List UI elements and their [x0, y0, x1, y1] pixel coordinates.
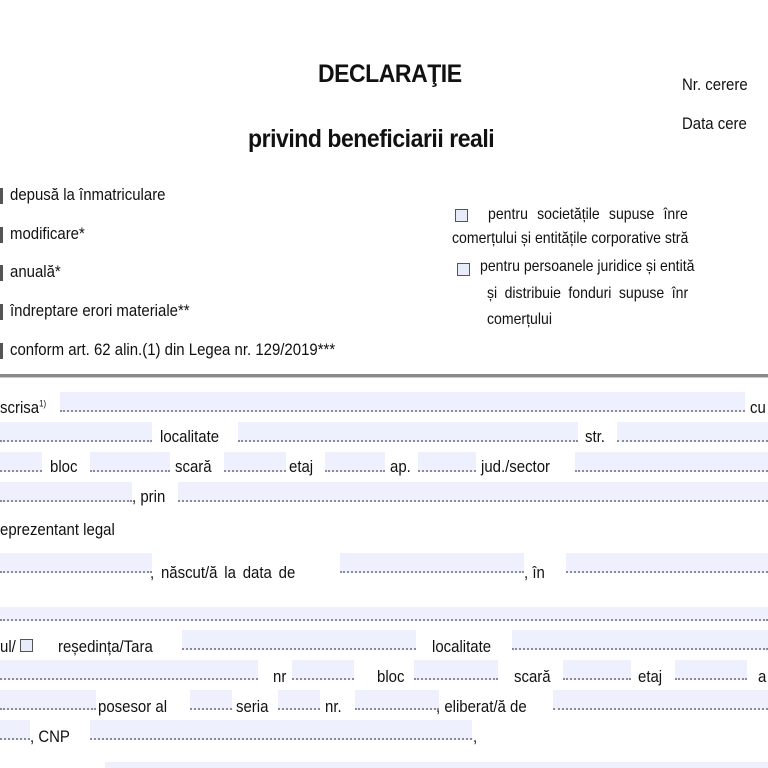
person-etaj-field[interactable]	[675, 660, 747, 680]
registered-label: scrisa$^{1)}$	[0, 398, 47, 417]
cnp-field[interactable]	[90, 720, 472, 740]
prin-label: , prin	[132, 487, 166, 506]
option-modificare-label: modificare*	[10, 224, 85, 243]
entity-option1-line1: pentru societățile supuse înre	[488, 206, 688, 223]
company-scara-field[interactable]	[224, 452, 286, 472]
cu-label: cu	[750, 398, 766, 417]
representative-name-field[interactable]	[178, 482, 768, 502]
request-date-label: Data cere	[682, 114, 747, 133]
residence-country-label: reședința/Tara	[58, 637, 153, 656]
entity-option1-line2: comerțului și entitățile corporative stră	[452, 230, 689, 247]
checkbox-anuala[interactable]	[0, 265, 3, 281]
bloc-label: bloc	[50, 457, 78, 476]
company-ap-field[interactable]	[418, 452, 476, 472]
person-bloc-field[interactable]	[414, 660, 498, 680]
section-divider	[0, 374, 768, 378]
born-label: , născut/ă la data de	[150, 563, 296, 582]
registration-number-field[interactable]	[0, 422, 152, 442]
cnp-label: , CNP	[30, 727, 70, 746]
entity-option2-line3: comerțului	[487, 311, 552, 328]
document-subtitle: privind beneficiarii reali	[248, 125, 495, 153]
id-series-field[interactable]	[278, 690, 320, 710]
domicile-prefix-label: ul/	[0, 637, 16, 656]
company-bloc-field[interactable]	[90, 452, 170, 472]
str-label: str.	[585, 427, 605, 446]
birth-place-continued-field[interactable]	[0, 607, 768, 621]
scara-label: scară	[175, 457, 212, 476]
checkbox-conform-art62[interactable]	[0, 343, 3, 359]
person-etaj-label: etaj	[638, 667, 663, 686]
person-nr-label: nr	[273, 667, 287, 686]
person-jud-field[interactable]	[0, 690, 96, 710]
etaj-label: etaj	[289, 457, 314, 476]
checkbox-depusa[interactable]	[0, 188, 3, 204]
person-scara-label: scară	[514, 667, 551, 686]
next-field[interactable]	[105, 762, 768, 768]
in-label: , în	[524, 563, 545, 582]
person-bloc-label: bloc	[377, 667, 405, 686]
option-indreptare-label: îndreptare erori materiale**	[10, 301, 190, 320]
ap-label: ap.	[390, 457, 411, 476]
person-nr-field[interactable]	[292, 660, 354, 680]
legal-representative-label: eprezentant legal	[0, 520, 115, 539]
checkbox-indreptare[interactable]	[0, 304, 3, 320]
cnp-end-comma: ,	[473, 727, 478, 746]
birth-date-field[interactable]	[340, 553, 524, 573]
option-depusa-label: depusă la înmatriculare	[10, 185, 166, 204]
option-anuala-label: anuală*	[10, 262, 61, 281]
issued-by-field[interactable]	[553, 690, 768, 710]
eliberat-label: , eliberat/ă de	[436, 697, 527, 716]
person-ap-label: a	[758, 667, 767, 686]
company-jud-sector-field[interactable]	[575, 452, 768, 472]
posesor-label: posesor al	[98, 697, 168, 716]
issue-date-field[interactable]	[0, 720, 30, 740]
id-nr-label: nr.	[325, 697, 342, 716]
entity-option2-line1: pentru persoanele juridice și entită	[480, 258, 695, 275]
company-nr-field[interactable]	[0, 452, 42, 472]
jud-sector-label: jud./sector	[481, 457, 551, 476]
checkbox-societati[interactable]	[455, 208, 468, 226]
localitate-label: localitate	[160, 427, 220, 446]
company-name-field[interactable]	[60, 392, 745, 412]
residence-country-field[interactable]	[182, 630, 416, 650]
person-localitate-field[interactable]	[512, 630, 768, 650]
person-scara-field[interactable]	[563, 660, 631, 680]
request-number-label: Nr. cerere	[682, 75, 748, 94]
person-street-field[interactable]	[0, 660, 258, 680]
checkbox-residence[interactable]	[20, 638, 33, 656]
checkbox-modificare[interactable]	[0, 227, 3, 243]
birth-place-field[interactable]	[566, 553, 768, 573]
entity-option2-line2: și distribuie fonduri supuse înr	[487, 285, 689, 302]
company-localitate-field[interactable]	[238, 422, 578, 442]
id-number-field[interactable]	[355, 690, 439, 710]
option-conform-label: conform art. 62 alin.(1) din Legea nr. 129/2019***	[10, 340, 336, 359]
person-name-field[interactable]	[0, 553, 152, 573]
document-title: DECLARAŢIE	[318, 60, 462, 88]
person-localitate-label: localitate	[432, 637, 492, 656]
company-street-field[interactable]	[617, 422, 768, 442]
seria-label: seria	[236, 697, 269, 716]
checkbox-persoane-juridice[interactable]	[457, 262, 470, 280]
company-cui-field[interactable]	[0, 482, 132, 502]
company-etaj-field[interactable]	[325, 452, 385, 472]
id-type-field[interactable]	[190, 690, 232, 710]
